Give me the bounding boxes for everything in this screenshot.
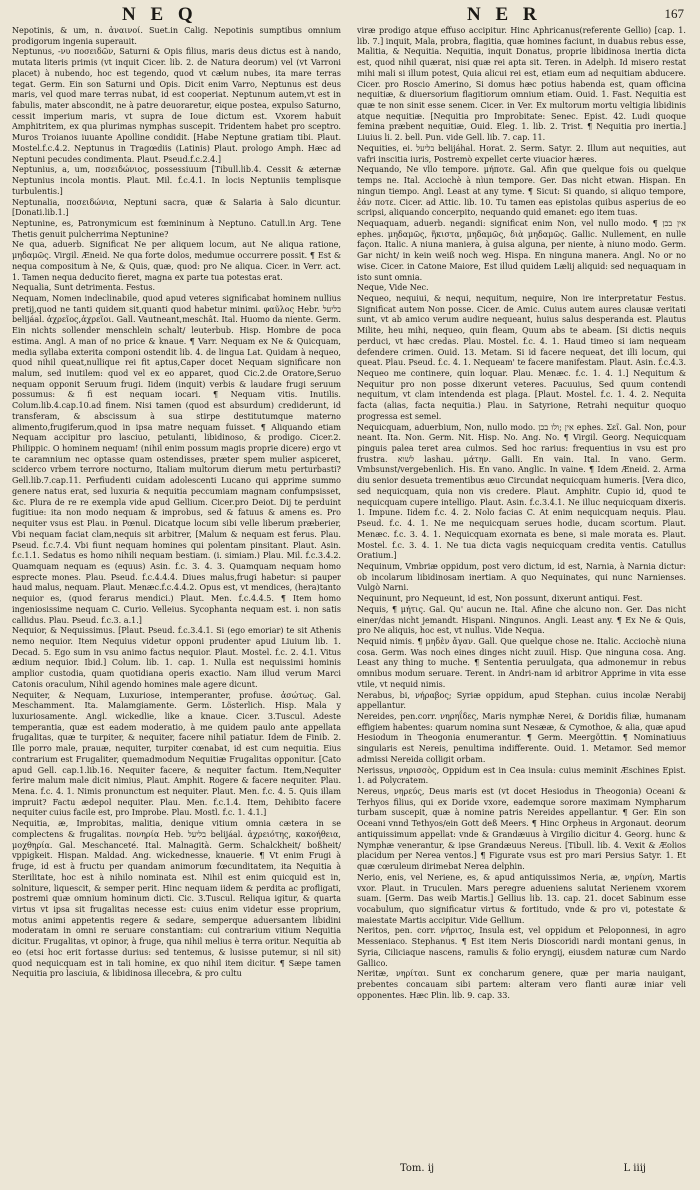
- entry: Nequando, Ne vllo tempore. μήποτε. Gal. Afin que quelque fois ou quelque temps ne. Ital. Acciochè à nìun tempore. Ger. Das nicht etwan. Hispan. En ningun tiempo. Angl. Least at any tyme. ¶ Sicut: Si quando, si aliquo tempore, ἐάν ποτε. Cicer. ad Attic. lib. 10. Tu tamen eas epistolas quibus asperius de eo scripsi, aliquando concerpito, nequando quid emanet: ego item tuas.: [357, 165, 686, 218]
- entry: Nequinunt, pro Nequeunt, id est, Non possunt, dixerunt antiqui. Fest.: [357, 594, 643, 604]
- entry: Nequitia, æ, Improbitas, malitia, denique vitium omnia cætera in se complectens & frugalitas. πονηρία Heb. בליעל belijáal. ἀχρειότης, κακοήθεια, μοχθηρία. Gal. Meschanceté. Ital. Malnagità. Germ. Schalckheit/ boßheit/ vppigkeit. Hispan. Maldad. Ang. wickednesse, knauerie. ¶ Vt enim Frugi à fruge, id est à fructu per quandam animorum fœcunditatem, ita Nequitia à Sterilitate, hoc est à nihilo nominata est. Nihil est enim quicquid est in, solniture, liquescit, & semper perit. Hinc nequam iidem & perdita ac profligati, postremi quæ omnium hominum dicti. Cic. 3.Tuscul. Reliqua igitur, & quarta virtus vt ipsa sit frugalitas necesse est: cuius enim videtur esse proprium, motus animi appetentis regere & sedare, semperque aduersantem libidini moderatam in omni re seruare constantiam: cui contrarium vitium Nequitia dicitur. Frugalitas, vt opinor, à fruge, qua nihil melius è terra oritur. Nequitia ab eo (etsi hoc erit fortasse durius: sed tentemus, & lusisse putemur, si nil sit) quod nequicquam est in tali homine, ex quo nihil item dicitur. ¶ Sæpe tamen Nequitia pro lasciuia, & libidinosa illecebra, & pro cultu: [12, 819, 341, 979]
- entry: Nequaquam, aduerb. negandi: significat enim Non, vel nullo modo. ¶ אין בכן ephes. μηδαμῶς, ἥκιστα, μηδαμῶς, διὰ μηδαμῶς. Gallic. Nullement, en nulle façon. Italic. A niuna maniera, à guisa alguna, per niente, à niuno modo. Germ. Gar nicht/ in kein weiß noch weg. Hispa. En ninguna manera. Angl. No or no wise. Cicer. in Catone Maiore, Est illud quidem Lælij aliquid: sed nequaquam in isto sunt omnia.: [357, 218, 686, 282]
- entry: Nerissus, νηρισσὸς, Oppidum est in Cea insula: cuius meminit Æschines Epist. 1. ad Polycratem.: [357, 765, 686, 786]
- entry: Nequam, Nomen indeclinabile, quod apud veteres significabat hominem nullius pretij,quod ne tanti quidem sit,quanti quod habetur minimi. φαῦλος Hebr. בליעל belijáal. ἀχρεῖος,ἀχρεῖοι. Gall. Vautneant,meschât. Ital. Huomo da niente. Germ. Ein nichts sollender menschlein schalt/ leuterbub. Hisp. Hombre de poca estima. Angl. A man of no price & knaue. ¶ Varr. Nequam ex Ne & Quicquam, media syllaba exterita componi ostendit lib. 4. de lingua Lat. Quidam à nequeo, quod nihil queat,nullique rei fit aptus,Caper docet Nequam significare non malum, sed inutilem: quod vel ex eo apparet, quod Cic.2.de Oratore,Seruo nequam opponit Seruum frugi. Iidem (inquit) verbis & laudare frugi seruum possumus: & fi est nequam iocari. ¶ Nequam vitis. Inutilis. Colum.lib.4.cap.10.ad finem. Nisi tamen (quod est absurdum) crediderunt, id transferam, & abscissum à sua stirpe destitutumque materno alimento,frugiferum,quod in ipsa matre nequam fuisset. ¶ Aliquando etiam Nequam accipitur pro lasciuo, petulanti, libidinoso, & prodigo. Cicer.2. Philippic. O hominem nequam! (nihil enim possum magis proprie dicere) ergo vt te caramnium nec optasse quam ostendisses, præter spem mulier aspiceret, sciderco vrbem terrore nocturno, Italiam multorum dierum metu perturbasti? Gell.lib.7.cap.11. Perfiudenti cuidam adolescenti Lucano qui apprime summo genere natus erat, sed luxuria & nequitia peccumiam magnam confumpsisset, &c. Plura de re re exempla vide apud Gellium. Cicer.pro Deiot. Dij te perduint fugitiue: ita non modo nequam & improbus, sed & fatuus & amens es. Pro nequiter vsus est Plau. in Pœnul. Dicatque locum sibi velle liberum præberier, Vbi nequam faciat clam,nequis sit arbitrer, [Malum & nequam est ferus. Plau. Pseud. f.c.7.4. Vbi fiunt nequam homines qui polentam pinsitant. Plaut. Asin. f.c.1.1. Sedatus es homo nihili nequam bestiam. (i. simiam.) Plau. Mil. f.c.3.4.2. Quamquam nequam es (equus) Asin. f.c. 3. 4. 3. Quamquam nequam homo esprecte mones. Plau. Pseud. f.c.4.4.4. Diues malus,frugi habetur: si pauper haud malus, nequam. Plaut. Menæc.f.c.4.4.2. Opus est, vt mendices, (hera)tanto nequior es, (quod ferarus mendici.) Plaut. Men. f.c.4.4.5. ¶ Item homo ingeniosissime nequam C. Curio. Velleius. Sycophanta nequam est. i. non satis callidus. Plau. Pseud. f.c.3. a.1.]: [12, 293, 341, 625]
- entry: Neritos, pen. corr. νήριτος, Insula est, vel oppidum et Peloponnesi, in agro Messeniaco. Stephanus. ¶ Est item Neris Dioscoridi nardi montani genus, in Syria, Ciliciaque nascens, ramulis & folio eryngij, eiusdem naturæ cum Nardo Gallico.: [357, 926, 686, 968]
- entry: Neque, Vide Nec.: [357, 283, 429, 293]
- entry: Neptunine, es, Patronymicum est fœmininum à Neptuno. Catull.in Arg. Tene Thetis genuit pulcherrima Neptunine?: [12, 218, 341, 239]
- entry: Nequis, ¶ μήτις. Gal. Qu' aucun ne. Ital. Afine che alcuno non. Ger. Das nicht einer/das nicht jemandt. Hispani. Ningunos. Angli. Least any. ¶ Ex Ne & Quis, pro Ne aliquis, hoc est, vt nullus. Vide Nequa.: [357, 604, 686, 636]
- entry: Nequior, & Nequissimus. [Plaut. Pseud. f.c.3.4.1. Si (ego emoriar) te sit Athenis nemo nequior. Item Nequius videtur opponi prudenter apud Liuium lib. 1. Decad. 5. Ego sum in vsu animo factus nequior. Plaut. Mostel. f.c. 2. 4.1. Vitus ædium nequior. Ibid.] Colum. lib. 1. cap. 1. Nulla est nequissimi hominis amplior custodia, quam quotidiana operis exactio. Nam illud verum Marci Catonis oraculum, Nihil agendo homines male agere dicunt.: [12, 626, 341, 689]
- header-right-guide: N E R: [467, 4, 542, 25]
- gathering-signature: L iiij: [623, 1163, 646, 1174]
- volume-signature: Tom. ij: [400, 1163, 435, 1174]
- entry: Neptunalia, ποσειδώνια, Neptuni sacra, quæ & Salaria à Salo dicuntur. [Donati.lib.1.]: [12, 197, 341, 218]
- entry: Neptunus, -νυ ποσειδῶν, Saturni & Opis filius, maris deus dictus est à nando, mutata literis primis (vt inquit Cicer. lib. 2. de Natura deorum) vel (vt Varroni placet) à nubendo, hoc est tegendo, quod vt cælum nubes, ita mare terras tegat. Germ. Ein son Saturni und Opis. Dicit enim Varro, Neptunus est deus maris, vel quod mare terras nubat, id est cooperiat. Neptunum autem,vt est in fabulis, mater abscondit, ne à patre deuoraretur, eique postea, expulso Saturno, cessit imperium maris, vt supra de Ioue dictum est. Vxorem habuit Amphitritem, ex qua plurimas nymphas suscepit. Tridentem habet pro sceptro. Muros Troianos iuuante Apolline condidit. [Habe Neptune gratiam tibi. Plaut. Mostel.f.c.4.2. Neptunus in Tragœdiis (Latinis) Plaut. prologo Amph. Hæc ad Neptuni pecudes condimenta. Plaut. Pseud.f.c.2.4.]: [12, 47, 341, 164]
- entry: Nequinum, Vmbriæ oppidum, post vero dictum, id est, Narnia, à Narnia dictur: ob incolarum libidinosam inertiam. A quo Nequinates, qui nunc Narnienses. Vulgò Narni.: [357, 561, 686, 593]
- text-columns: [12, 26, 686, 1161]
- entry: Nerabus, bi, νήραβος; Syriæ oppidum, apud Stephan. cuius incolæ Nerabij appellantur.: [357, 690, 686, 711]
- header-left-guide: N E Q: [122, 4, 198, 25]
- entry: Nequalia, Sunt detrimenta. Festus.: [12, 283, 156, 293]
- right-column: [357, 26, 686, 1161]
- entry: Nequeo, nequiui, & nequi, nequitum, nequire, Non ire interpretatur Festus. Significat autem Non posse. Cicer. de Amic. Cuius autem aures clausæ veritati sunt, vt ab amico verum audire nequeant, huius salus desperanda est. Plautus Milite, heu mihi, nequeo, quin fleam, Quum abs te abeam. [Si dictis nequis perduci, vt hæc credas. Plau. Mostel. f.c. 4. 1. Haud timeo si iam nequeam defendere crimen. Ouid. 13. Metam. Si id facere nequeat, det illi locum, qui queat. Plau. Pseud. f.c. 4. 1. Nequeam' te facere manifestam. Plaut. Asin. f.c.4.3. Nequeo me continere, quin loquar. Plau. Menæc. f.c. 1. 4. 1.] Nequitum & Nequitur pro non posse dixerunt veteres. Pacuuius, Sed quum contendi nequitum, vt clam intendenda est plaga. [Plaut. Mostel. f.c. 1. 4. 2. Nequita facta (alias, facta nequitia.) Plau. in Satyrione, Retrahi nequitur quoquo progressa est semel.: [357, 293, 686, 421]
- entry: Nequicquam, aduerbium, Non, nullo modo. אין ;ולו בכן ephes. Σεῖ. Gal. Non, pour neant. Ita. Non. Germ. Nit. Hisp. No. Ang. No. ¶ Virgil. Georg. Nequicquam pinguis palea teret area culmos. Sed hoc rarius: frequentius in vsu est pro frustra. לשוא lashau. μάτην. Galli. En vain. Ital. In vano. Germ. Vmbsunst/vergebenlich. His. En vano. Anglic. In vaine. ¶ Idem Æneid. 2. Arma diu senior desueta trementibus æuo Circundat nequicquam humeris. [Vera dico, sed nequicquam, quia non vis credere. Plaut. Amphitr. Cupio id, quod te nequicquam cupere intelligo. Plaut. Asin. f.c.3.4.1. Ne illuc nequicquam dixeris. 1. Impune. Iidem f.c. 4. 2. Nolo facias C. At enim nequicquam nequis. Plau. Pseud. f.c. 4. 1. Ne me nequicquam serues hodie, ducam scortum. Plaut. Menæc. f.c. 3. 4. 1. Nequicquam exornata es bene, si male morata es. Plaut. Mostel. f.c. 3. 4. 1. Ne tua dicta vagis nequicquam credita ventis. Catullus Oratium.]: [357, 422, 686, 561]
- entry: Nepotinis, & um, n. ἀναινοί. Suet.in Calig. Nepotinis sumptibus omnium prodigorum ingenia superauit.: [12, 26, 341, 46]
- left-column: [12, 26, 341, 1161]
- entry: Neptunius, a, um, ποσειδώνιος, possessiuum [Tibull.lib.4. Cessit & æternæ Neptunius incola montis. Plaut. Mil. f.c.4.1. In locis Neptuniis templisque turbulentis.]: [12, 165, 341, 196]
- entry: Nereides, pen.corr. νηρηΐδες, Maris nymphæ Nerei, & Doridis filiæ, humanam effigiem habentes: quarum nomina sunt Nesææ, & Cymothoe, & alia, quæ apud Hesiodum in Theogonia enumerantur. ¶ Germ. Meergöttin. ¶ Nominatiuus singularis est Nereis, penultima indifferente. Ouid. 1. Metamor. Sed memor admissi Nereida colligit orbam.: [357, 712, 686, 764]
- entry: Neritæ, νηρίται. Sunt ex concharum genere, quæ per maria nauigant, prebentes concauam sibi partem: alteram vero flanti auræ iniar veli opponentes. Hæc Plin. lib. 9. cap. 33.: [357, 969, 686, 1000]
- entry: Ne qua, aduerb. Significat Ne per aliquem locum, aut Ne aliqua ratione, μηδαμῶς. Virgil. Æneid. Ne qua forte dolos, medumue occurrere possit. ¶ Est & nequa compositum à Ne, & Quis, quæ, quod: pro Ne aliqua. Cicer. in Verr. act. 1. Tamen nequa deducito fieret, magna ex parte tua potestas erat.: [12, 240, 341, 282]
- running-header: [12, 4, 686, 28]
- entry: Nequiter, & Nequam, Luxuriose, intemperanter, profuse. ἀσώτως. Gal. Meschamment. Ita. Malamgiamente. Germ. Lösterlich. Hisp. Mala y luxuriosamente. Angl. wickedlie, like a knaue. Cicer. 3.Tuscul. Adeste temperantia, quæ est eadem moderatio, à me quidem paulo ante appellata frugalitas, quæ te turpiter, & nequiter, facere nihil patiatur. Idem de Finib. 2. Ille porro male, prauæ, nequiter, turpiter cœnabat, id est cum nequitia. Eius contrarium est Frugaliter, quemadmodum Nequitiæ Frugalitas opponitur. [Cato apud Gell. cap.1.lib.16. Nequiter facere, & nequiter factum. Item,Nequiter ferire malum male dicit nimius, Plaut. Amphit. Rogere & facere nequiter. Plau. Mena. f.c. 4. 1. Nimis pronunctum est nequiter. Plaut. Men. f.c. 4. 5. Quis illam impruit? Factu ædepol nequiter. Plau. Men. f.c.1.4. Item, Dehibito facere nequiter cuius facile est, pro Improbe. Plau. Mostl. f.c. 1. 4.1.]: [12, 690, 341, 818]
- page-footer: [12, 1163, 686, 1181]
- entry: Nerio, enis, vel Neriene, es, & apud antiquissimos Neria, æ, νηρίνη, Martis vxor. Plaut. in Truculen. Mars peregre adueniens salutat Nerienem vxorem suam. [Germ. Das weib Martis.] Gellius lib. 13. cap. 21. docet Sabinum esse vocabulum, quo significatur virtus & fortitudo, vnde & pro vi, potestate & maiestate Martis accipitur. Vide Gellium.: [357, 872, 686, 925]
- entry: Nereus, νηρεύς, Deus maris est (vt docet Hesiodus in Theogonia) Oceani & Terhyos filius, qui ex Doride vxore, eademque sorore maximam Nympharum turbam suscepit, quæ à nomine patris Nereides appellantur. ¶ Ger. Ein son Oceani vnnd Tethyos/ein Gott deß Meers. ¶ Hinc Orpheus in Argonaut. deorum antiquissimum appellat: vnde & Grandæuus à Virgilio dicitur 4. Georg. hunc & Nymphæ venerantur, & ipse Grandæuus Nereus. [Tibull. lib. 4. Vexit & Æolios placidum per Nerea ventos.] ¶ Figurate vsus est pro mari Persius Satyr. 1. Et quæ cœruleum dirimebat Nerea delphin.: [357, 787, 686, 872]
- entry: Nequities, ei. בליעל belijáhal. Horat. 2. Serm. Satyr. 2. Illum aut nequities, aut vafri inscitia iuris, Postremò expellet certe viuacior hæres.: [357, 143, 686, 164]
- entry: viræ prodigo atque effuso accipitur. Hinc Aphricanus(referente Gellio) [cap. 1. lib. 7.] inquit, Mala, probra, flagitia, quæ homines faciunt, in duabus rebus esse, Malitia, & Nequitia. Nequitia, inquit Donatus, proprie libidinosa inertia dicta est, quod nihil quærat, nisi quæ rei apta sit. Teren. in Adelph. Id misero restat mihi mali si illum potest, Quia alicui rei est, etiam eum ad nequitiam abducere. Cicer. pro Roscio Amerino, Si domus hæc potius habenda est, quam officina nequitiæ, & diuersorium flagitiorum omnium etiam. Ouid. 1. Fast. Nequitia est quæ te non sinit esse senem. Cicer. in Ver. Ex multorum mortu veltigia libidinis atque nequitiæ. [Nequitia pro Improbitate: Senec. Epist. 42. Ludi quoque femina præbent nequitiæ, Ouid. Eleg. 1. lib. 2. Trist. ¶ Nequitia pro inertia.] Liuius li. 2. bell. Pun. vide Gell. lib. 7. cap. 11.: [357, 26, 686, 143]
- page-number: 167: [664, 6, 684, 21]
- entry: Nequid nimis. ¶ μηδὲν ἄγαν. Gall. Que quelque chose ne. Italic. Acciochè niuna cosa. Germ. Was noch eines dinges nicht zuuil. Hisp. Que ninguna cosa. Ang. Least any thing to muche. ¶ Sententia peruulgata, qua admonemur in rebus omnibus modum seruare. Terent. in Andri-nam id arbitror Apprime in vita esse vtile, vt nequid nimis.: [357, 636, 686, 689]
